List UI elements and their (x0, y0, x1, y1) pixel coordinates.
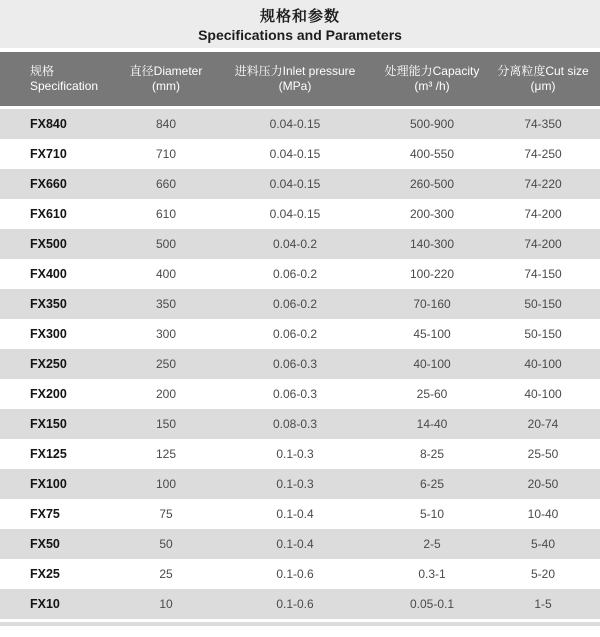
cell-cut-size: 20-50 (527, 477, 559, 491)
header-inlet-pressure-label: 进料压力Inlet pressure (234, 64, 356, 78)
table-row (0, 589, 600, 619)
header-inlet-pressure-unit: (MPa) (278, 79, 312, 93)
cell-diameter: 25 (159, 567, 173, 581)
cell-capacity: 70-160 (413, 297, 451, 311)
cell-model: FX500 (30, 237, 67, 251)
cell-model: FX300 (30, 327, 67, 341)
cell-pressure: 0.04-0.15 (269, 207, 321, 221)
cell-model: FX610 (30, 207, 67, 221)
cell-model: FX75 (30, 507, 60, 521)
cell-diameter: 710 (155, 147, 177, 161)
cell-cut-size: 5-40 (530, 537, 556, 551)
cell-cut-size: 50-150 (524, 327, 562, 341)
page-title-zh: 规格和参数 (259, 8, 340, 25)
cell-pressure: 0.1-0.3 (276, 447, 314, 461)
header-cell-cut-size (486, 64, 600, 94)
header-cell-specification (0, 64, 120, 94)
cell-cut-size: 25-50 (527, 447, 559, 461)
cell-cut-size: 20-74 (527, 417, 559, 431)
table-row (0, 199, 600, 229)
cell-diameter: 300 (155, 327, 177, 341)
cell-pressure: 0.06-0.3 (272, 357, 318, 371)
table-row (0, 169, 600, 199)
cell-capacity: 25-60 (416, 387, 448, 401)
cell-diameter: 400 (155, 267, 177, 281)
cell-cut-size: 74-200 (524, 237, 562, 251)
cell-diameter: 50 (159, 537, 173, 551)
cell-capacity: 14-40 (416, 417, 448, 431)
cell-model: FX710 (30, 147, 67, 161)
table-row (0, 439, 600, 469)
cell-diameter: 350 (155, 297, 177, 311)
cell-pressure: 0.1-0.6 (276, 567, 314, 581)
cell-model: FX150 (30, 417, 67, 431)
table-row (0, 499, 600, 529)
cell-diameter: 840 (155, 117, 177, 131)
table-row (0, 319, 600, 349)
table-row (0, 559, 600, 589)
cell-pressure: 0.06-0.2 (272, 327, 318, 341)
cell-capacity: 8-25 (419, 447, 445, 461)
table-header-row (0, 52, 600, 106)
cell-model: FX200 (30, 387, 67, 401)
cell-pressure: 0.06-0.3 (272, 387, 318, 401)
cell-capacity: 5-10 (419, 507, 445, 521)
cell-pressure: 0.1-0.6 (276, 597, 314, 611)
cell-diameter: 10 (159, 597, 173, 611)
cell-diameter: 100 (155, 477, 177, 491)
table-row (0, 139, 600, 169)
table-row (0, 409, 600, 439)
header-cell-capacity (378, 64, 486, 94)
cell-model: FX840 (30, 117, 67, 131)
cell-pressure: 0.04-0.2 (272, 237, 318, 251)
cell-pressure: 0.1-0.4 (276, 507, 314, 521)
cell-diameter: 200 (155, 387, 177, 401)
table-row (0, 259, 600, 289)
cell-pressure: 0.04-0.15 (269, 177, 321, 191)
cell-cut-size: 74-350 (524, 117, 562, 131)
cell-capacity: 0.05-0.1 (409, 597, 455, 611)
cell-model: FX400 (30, 267, 67, 281)
cell-model: FX25 (30, 567, 60, 581)
cell-diameter: 75 (159, 507, 173, 521)
cell-capacity: 40-100 (413, 357, 451, 371)
cell-pressure: 0.04-0.15 (269, 147, 321, 161)
cell-capacity: 45-100 (413, 327, 451, 341)
cell-pressure: 0.1-0.4 (276, 537, 314, 551)
cell-pressure: 0.08-0.3 (272, 417, 318, 431)
cell-pressure: 0.1-0.3 (276, 477, 314, 491)
header-specification-en: Specification (30, 79, 99, 93)
cell-capacity: 140-300 (409, 237, 455, 251)
table-row (0, 379, 600, 409)
table-row (0, 349, 600, 379)
page-title-en: Specifications and Parameters (198, 27, 402, 43)
cell-model: FX10 (30, 597, 60, 611)
table-row (0, 289, 600, 319)
table-row (0, 229, 600, 259)
table-row (0, 109, 600, 139)
cell-model: FX100 (30, 477, 67, 491)
cell-cut-size: 40-100 (524, 357, 562, 371)
cell-cut-size: 74-150 (524, 267, 562, 281)
cell-cut-size: 5-20 (530, 567, 556, 581)
cell-pressure: 0.04-0.15 (269, 117, 321, 131)
cell-diameter: 660 (155, 177, 177, 191)
header-cut-size-label: 分离粒度Cut size (497, 64, 589, 78)
header-specification-zh: 规格 (30, 64, 55, 78)
table-row (0, 469, 600, 499)
table-row (0, 529, 600, 559)
header-cut-size-unit: (μm) (530, 79, 556, 93)
cell-cut-size: 74-220 (524, 177, 562, 191)
cell-capacity: 2-5 (423, 537, 441, 551)
cell-capacity: 400-550 (409, 147, 455, 161)
cell-model: FX125 (30, 447, 67, 461)
cell-cut-size: 74-250 (524, 147, 562, 161)
header-capacity-label: 处理能力Capacity (384, 64, 480, 78)
header-diameter-unit: (mm) (152, 79, 180, 93)
cell-pressure: 0.06-0.2 (272, 267, 318, 281)
table-body (0, 109, 600, 619)
page-title (0, 0, 600, 48)
header-cell-inlet-pressure (212, 64, 378, 94)
cell-capacity: 500-900 (409, 117, 455, 131)
cell-capacity: 200-300 (409, 207, 455, 221)
cell-pressure: 0.06-0.2 (272, 297, 318, 311)
cell-model: FX660 (30, 177, 67, 191)
cell-diameter: 125 (155, 447, 177, 461)
cell-model: FX250 (30, 357, 67, 371)
header-cell-diameter (120, 64, 212, 94)
cell-diameter: 610 (155, 207, 177, 221)
cell-capacity: 100-220 (409, 267, 455, 281)
cell-model: FX50 (30, 537, 60, 551)
cell-capacity: 260-500 (409, 177, 455, 191)
cell-model: FX350 (30, 297, 67, 311)
bottom-divider (0, 622, 600, 626)
cell-diameter: 500 (155, 237, 177, 251)
cell-cut-size: 40-100 (524, 387, 562, 401)
cell-capacity: 0.3-1 (418, 567, 446, 581)
cell-diameter: 150 (155, 417, 177, 431)
cell-cut-size: 50-150 (524, 297, 562, 311)
header-diameter-label: 直径Diameter (129, 64, 203, 78)
cell-cut-size: 1-5 (534, 597, 552, 611)
cell-capacity: 6-25 (419, 477, 445, 491)
cell-cut-size: 74-200 (524, 207, 562, 221)
cell-cut-size: 10-40 (527, 507, 559, 521)
cell-diameter: 250 (155, 357, 177, 371)
header-capacity-unit: (m³ /h) (414, 79, 450, 93)
